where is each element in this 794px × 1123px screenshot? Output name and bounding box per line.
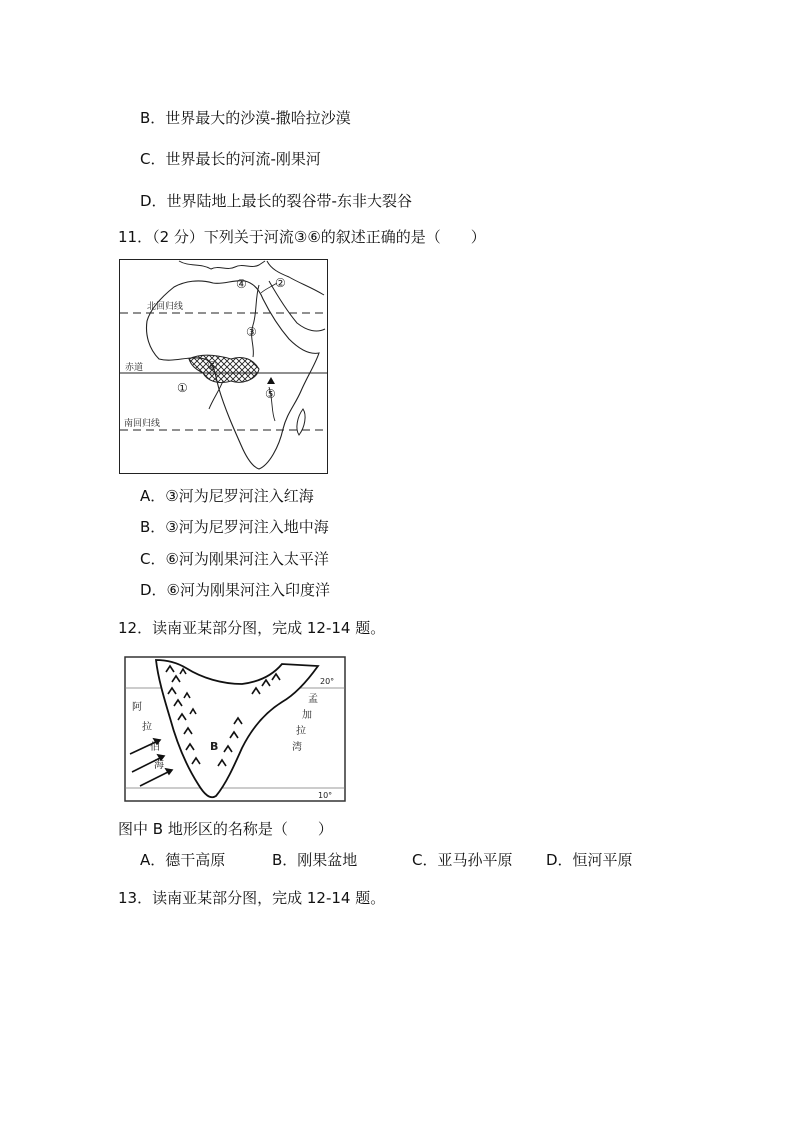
marker-2: ② — [275, 276, 286, 290]
bay-label-4: 湾 — [292, 742, 302, 753]
q12-question: 图中 B 地形区的名称是（ ） — [118, 820, 333, 838]
q11-option-b: B．③河为尼罗河注入地中海 — [140, 518, 329, 536]
q12-options-row — [0, 850, 794, 870]
q10-option-d: D．世界陆地上最长的裂谷带-东非大裂谷 — [140, 192, 412, 210]
equator-label: 赤道 — [125, 363, 144, 373]
q12-stem: 12．读南亚某部分图，完成 12-14 题。 — [118, 619, 386, 637]
sea-label-4: 海 — [154, 760, 164, 771]
q12-option-a: A．德干高原 — [140, 851, 226, 869]
south-asia-map — [122, 654, 348, 804]
tropic-of-capricorn-label: 南回归线 — [124, 419, 161, 429]
q10-option-b: B．世界最大的沙漠-撒哈拉沙漠 — [140, 109, 351, 127]
q12-option-b: B．刚果盆地 — [272, 851, 358, 869]
bay-label-1: 孟 — [308, 694, 318, 705]
marker-6: ⑥ — [207, 359, 218, 373]
q11-option-a: A．③河为尼罗河注入红海 — [140, 487, 314, 505]
marker-5: ⑤ — [265, 387, 276, 401]
africa-map — [119, 259, 328, 474]
tropic-of-cancer-label: 北回归线 — [147, 302, 184, 312]
bay-label-2: 加 — [302, 710, 312, 721]
marker-4: ④ — [236, 277, 247, 291]
sea-label-3: 伯 — [150, 742, 160, 753]
q12-option-c: C．亚马孙平原 — [412, 851, 513, 869]
lat-20-label: 20° — [320, 677, 335, 686]
sea-label-2: 拉 — [142, 722, 152, 733]
q11-option-d: D．⑥河为刚果河注入印度洋 — [140, 581, 330, 599]
marker-3: ③ — [246, 325, 257, 339]
marker-1: ① — [177, 381, 188, 395]
region-b-label: B — [210, 740, 219, 753]
q13-stem: 13．读南亚某部分图，完成 12-14 题。 — [118, 889, 386, 907]
q12-option-d: D．恒河平原 — [546, 851, 633, 869]
q11-stem: 11．（2 分）下列关于河流③⑥的叙述正确的是（ ） — [118, 228, 486, 246]
sea-label-1: 阿 — [132, 702, 142, 713]
lat-10-label: 10° — [318, 791, 333, 800]
q11-option-c: C．⑥河为刚果河注入太平洋 — [140, 550, 329, 568]
bay-label-3: 拉 — [296, 726, 306, 737]
q10-option-c: C．世界最长的河流-刚果河 — [140, 150, 321, 168]
